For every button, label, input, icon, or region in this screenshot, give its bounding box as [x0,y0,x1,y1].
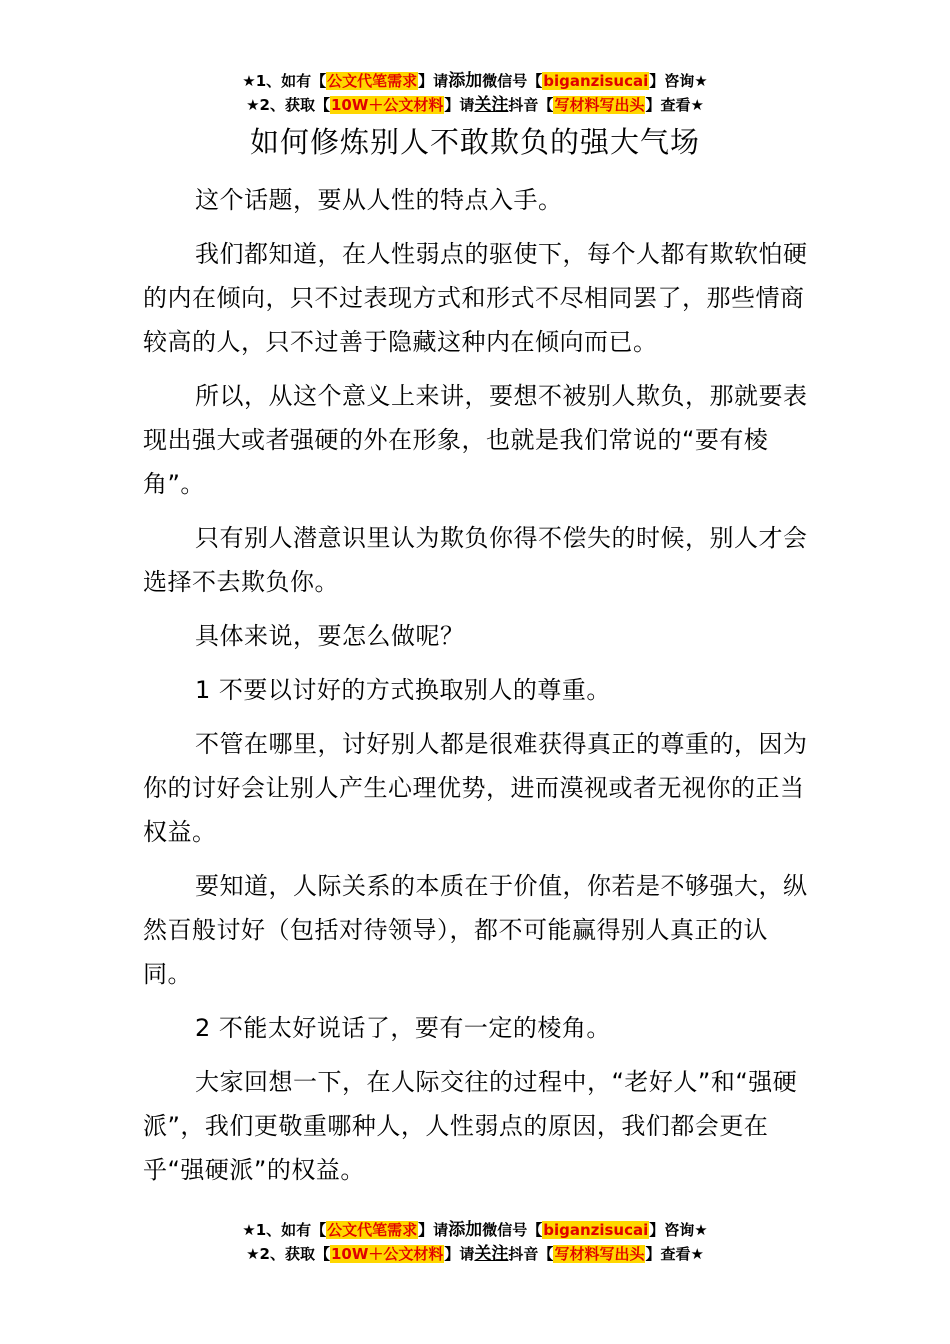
paragraph: 大家回想一下，在人际交往的过程中，“老好人”和“强硬派”，我们更敬重哪种人，人性弱点的原因，我们都会更在乎“强硬派”的权益。 [143,1068,798,1184]
banner-highlight: biganzisucai [543,1221,649,1239]
paragraph: 只有别人潜意识里认为欺负你得不偿失的时候，别人才会选择不去欺负你。 [143,524,808,596]
banner-line-2 [0,1242,950,1266]
banner-highlight: 写材料写出头 [554,96,645,114]
footer-banner [0,1218,950,1266]
banner-text: 抖音【 [508,96,554,114]
banner-highlight: 10W＋公文材料 [330,96,444,114]
document-body [143,178,815,1202]
banner-text: 微信号【 [482,72,543,90]
banner-text: ★1、如有【 [242,72,327,90]
banner-text: 】咨询★ [649,72,708,90]
banner-text: 】咨询★ [649,1221,708,1239]
banner-highlight: 写材料写出头 [554,1245,645,1263]
paragraph: 不管在哪里，讨好别人都是很难获得真正的尊重的，因为你的讨好会让别人产生心理优势，进而漠视或者无视你的正当权益。 [143,730,808,846]
banner-highlight: biganzisucai [543,72,649,90]
banner-text: 抖音【 [508,1245,554,1263]
paragraph: 这个话题，要从人性的特点入手。 [195,186,563,214]
banner-text: 】请 [444,1245,475,1263]
paragraph: 我们都知道，在人性弱点的驱使下，每个人都有欺软怕硬的内在倾向，只不过表现方式和形式不尽相同罢了，那些情商较高的人，只不过善于隐藏这种内在倾向而已。 [143,240,808,356]
header-banner [0,69,950,117]
banner-text: 】查看★ [645,96,704,114]
banner-text: ★1、如有【 [242,1221,327,1239]
banner-text: 关注 [474,1244,509,1264]
paragraph: 要知道，人际关系的本质在于价值，你若是不够强大，纵然百般讨好（包括对待领导），都不可能赢得别人真正的认同。 [143,872,808,988]
banner-text: 微信号【 [482,1221,543,1239]
paragraph-heading: 2 不能太好说话了，要有一定的棱角。 [195,1014,611,1042]
banner-text: 】请 [418,72,449,90]
paragraph: 所以，从这个意义上来讲，要想不被别人欺负，那就要表现出强大或者强硬的外在形象，也就是我们常说的“要有棱角”。 [143,382,808,498]
banner-text: 添加 [448,71,483,91]
banner-highlight: 公文代笔需求 [327,1221,418,1239]
banner-highlight: 10W＋公文材料 [330,1245,444,1263]
banner-line-2 [0,93,950,117]
banner-text: ★2、获取【 [246,96,330,114]
banner-text: 】请 [444,96,475,114]
banner-text: 添加 [448,1220,483,1240]
banner-highlight: 公文代笔需求 [327,72,418,90]
banner-text: 】请 [418,1221,449,1239]
banner-text: ★2、获取【 [246,1245,330,1263]
paragraph-heading: 1 不要以讨好的方式换取别人的尊重。 [195,676,611,704]
banner-line-1 [0,69,950,93]
banner-line-1 [0,1218,950,1242]
banner-text: 】查看★ [645,1245,704,1263]
document-title: 如何修炼别人不敢欺负的强大气场 [249,125,700,159]
banner-text: 关注 [474,95,509,115]
paragraph: 具体来说，要怎么做呢？ [195,622,465,650]
